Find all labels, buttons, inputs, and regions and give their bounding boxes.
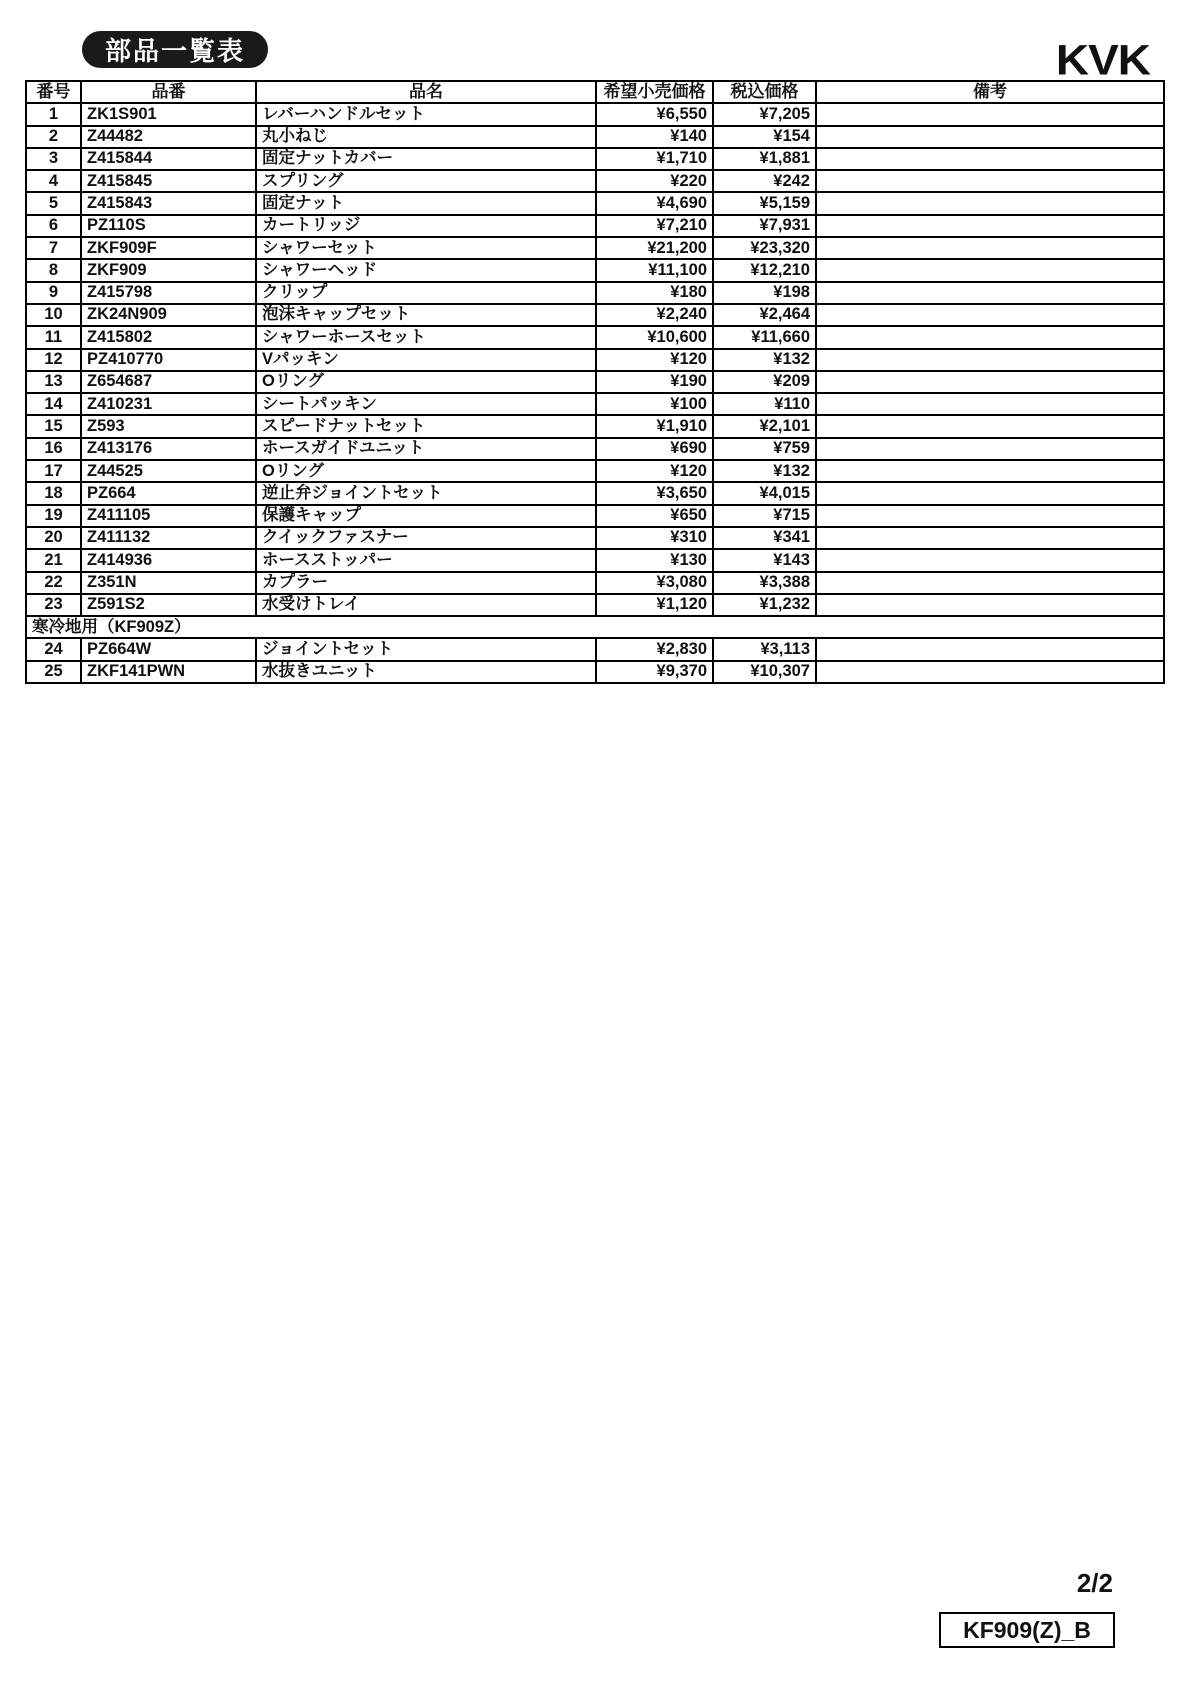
cell-part-name: 水抜きユニット [256,661,596,683]
column-header-number: 番号 [26,81,81,103]
cell-remarks [816,103,1164,125]
cell-tax-price: ¥143 [713,549,816,571]
cell-retail-price: ¥120 [596,460,713,482]
cell-remarks [816,349,1164,371]
cell-number: 4 [26,170,81,192]
cell-number: 12 [26,349,81,371]
cell-remarks [816,505,1164,527]
cell-part-name: レバーハンドルセット [256,103,596,125]
cell-part-name: ホースストッパー [256,549,596,571]
cell-number: 16 [26,438,81,460]
cell-retail-price: ¥7,210 [596,215,713,237]
table-row [26,282,1164,304]
cell-retail-price: ¥130 [596,549,713,571]
cell-part-name: Oリング [256,460,596,482]
kvk-logo: KVK [1055,36,1150,84]
cell-part-name: カプラー [256,572,596,594]
cell-tax-price: ¥198 [713,282,816,304]
cell-tax-price: ¥23,320 [713,237,816,259]
cell-number: 8 [26,259,81,281]
cell-retail-price: ¥9,370 [596,661,713,683]
cell-tax-price: ¥7,205 [713,103,816,125]
column-header-retail-price: 希望小売価格 [596,81,713,103]
table-row [26,304,1164,326]
cell-part-code: Z415845 [81,170,256,192]
cell-tax-price: ¥1,881 [713,148,816,170]
cell-tax-price: ¥154 [713,126,816,148]
cell-remarks [816,148,1164,170]
cell-tax-price: ¥759 [713,438,816,460]
cell-part-code: PZ664 [81,482,256,504]
cell-tax-price: ¥5,159 [713,192,816,214]
cell-remarks [816,326,1164,348]
cell-part-code: Z414936 [81,549,256,571]
cell-remarks [816,215,1164,237]
cell-number: 1 [26,103,81,125]
cell-part-code: Z410231 [81,393,256,415]
cell-retail-price: ¥11,100 [596,259,713,281]
cell-tax-price: ¥3,388 [713,572,816,594]
table-row [26,126,1164,148]
table-row [26,259,1164,281]
table-row [26,371,1164,393]
table-row [26,594,1164,616]
cell-tax-price: ¥3,113 [713,638,816,660]
cell-part-name: スプリング [256,170,596,192]
cell-part-code: PZ664W [81,638,256,660]
cell-part-code: ZK24N909 [81,304,256,326]
cell-number: 14 [26,393,81,415]
cell-part-name: クイックファスナー [256,527,596,549]
table-row [26,460,1164,482]
cell-part-name: ジョイントセット [256,638,596,660]
table-row [26,482,1164,504]
table-row [26,438,1164,460]
cell-number: 9 [26,282,81,304]
section-row-cold-region [26,616,1164,638]
cell-part-code: ZKF909F [81,237,256,259]
cell-tax-price: ¥4,015 [713,482,816,504]
table-row [26,192,1164,214]
cell-part-code: Z44482 [81,126,256,148]
cell-retail-price: ¥6,550 [596,103,713,125]
table-row [26,326,1164,348]
table-row [26,549,1164,571]
cell-part-code: Z411105 [81,505,256,527]
cell-remarks [816,661,1164,683]
parts-list-title: 部品一覧表 [105,36,246,66]
cell-remarks [816,549,1164,571]
cell-part-code: ZK1S901 [81,103,256,125]
cell-part-name: シャワーヘッド [256,259,596,281]
cell-part-code: Z415844 [81,148,256,170]
cell-part-name: 逆止弁ジョイントセット [256,482,596,504]
cell-part-name: 固定ナット [256,192,596,214]
cell-part-code: Z351N [81,572,256,594]
cell-tax-price: ¥2,464 [713,304,816,326]
cell-remarks [816,638,1164,660]
cell-retail-price: ¥3,080 [596,572,713,594]
cell-number: 2 [26,126,81,148]
cell-remarks [816,415,1164,437]
column-header-part-code: 品番 [81,81,256,103]
cell-part-code: Z593 [81,415,256,437]
cell-part-name: ホースガイドユニット [256,438,596,460]
table-row [26,661,1164,683]
table-row [26,527,1164,549]
cell-part-name: カートリッジ [256,215,596,237]
cell-remarks [816,192,1164,214]
cell-remarks [816,259,1164,281]
cell-number: 20 [26,527,81,549]
cell-tax-price: ¥209 [713,371,816,393]
cell-retail-price: ¥650 [596,505,713,527]
table-row [26,415,1164,437]
cell-part-code: Z411132 [81,527,256,549]
cell-number: 13 [26,371,81,393]
cell-remarks [816,527,1164,549]
cell-retail-price: ¥1,120 [596,594,713,616]
cell-part-code: Z415802 [81,326,256,348]
page-number: 2/2 [1076,1568,1113,1598]
cell-part-name: 保護キャップ [256,505,596,527]
cell-remarks [816,482,1164,504]
cell-tax-price: ¥242 [713,170,816,192]
cell-retail-price: ¥10,600 [596,326,713,348]
cell-number: 17 [26,460,81,482]
cell-tax-price: ¥10,307 [713,661,816,683]
cell-number: 19 [26,505,81,527]
cell-number: 11 [26,326,81,348]
cell-tax-price: ¥1,232 [713,594,816,616]
cell-part-code: Z591S2 [81,594,256,616]
cell-number: 25 [26,661,81,683]
cell-tax-price: ¥341 [713,527,816,549]
cell-part-code: Z654687 [81,371,256,393]
table-row [26,148,1164,170]
cell-part-name: シートパッキン [256,393,596,415]
cell-part-name: 泡沫キャップセット [256,304,596,326]
cell-number: 15 [26,415,81,437]
cell-number: 21 [26,549,81,571]
cell-retail-price: ¥100 [596,393,713,415]
cell-number: 18 [26,482,81,504]
cell-part-name: シャワーセット [256,237,596,259]
cell-remarks [816,126,1164,148]
table-header-row [26,81,1164,103]
cell-retail-price: ¥2,240 [596,304,713,326]
cell-part-name: 固定ナットカバー [256,148,596,170]
cell-part-name: 丸小ねじ [256,126,596,148]
cell-part-name: クリップ [256,282,596,304]
table-row [26,572,1164,594]
cell-number: 7 [26,237,81,259]
cell-remarks [816,304,1164,326]
parts-table [25,80,1165,684]
doc-code: KF909(Z)_B [963,1616,1091,1643]
cell-part-code: PZ410770 [81,349,256,371]
table-row [26,215,1164,237]
cell-number: 5 [26,192,81,214]
column-header-remarks: 備考 [816,81,1164,103]
cell-part-code: Z415843 [81,192,256,214]
section-label-cold-region: 寒冷地用（KF909Z） [26,616,1164,638]
column-header-part-name: 品名 [256,81,596,103]
cell-tax-price: ¥715 [713,505,816,527]
cell-retail-price: ¥140 [596,126,713,148]
cell-remarks [816,237,1164,259]
cell-remarks [816,282,1164,304]
cell-retail-price: ¥1,710 [596,148,713,170]
cell-part-name: スピードナットセット [256,415,596,437]
cell-number: 24 [26,638,81,660]
cell-tax-price: ¥132 [713,349,816,371]
cell-remarks [816,393,1164,415]
cell-tax-price: ¥12,210 [713,259,816,281]
table-row [26,393,1164,415]
cell-retail-price: ¥690 [596,438,713,460]
cell-tax-price: ¥2,101 [713,415,816,437]
cell-part-code: Z415798 [81,282,256,304]
table-row [26,103,1164,125]
cell-remarks [816,594,1164,616]
column-header-tax-price: 税込価格 [713,81,816,103]
cell-retail-price: ¥1,910 [596,415,713,437]
table-row [26,505,1164,527]
cell-remarks [816,170,1164,192]
cell-retail-price: ¥180 [596,282,713,304]
cell-retail-price: ¥120 [596,349,713,371]
cell-tax-price: ¥7,931 [713,215,816,237]
cell-part-name: Vパッキン [256,349,596,371]
cell-part-code: PZ110S [81,215,256,237]
cell-part-code: Z44525 [81,460,256,482]
table-row [26,349,1164,371]
cell-part-code: ZKF141PWN [81,661,256,683]
cell-retail-price: ¥21,200 [596,237,713,259]
cell-tax-price: ¥11,660 [713,326,816,348]
cell-retail-price: ¥2,830 [596,638,713,660]
table-row [26,638,1164,660]
cell-remarks [816,460,1164,482]
cell-number: 23 [26,594,81,616]
cell-part-name: シャワーホースセット [256,326,596,348]
cell-retail-price: ¥310 [596,527,713,549]
cell-retail-price: ¥190 [596,371,713,393]
cell-remarks [816,572,1164,594]
parts-list-title-badge [82,31,268,68]
cell-number: 6 [26,215,81,237]
doc-code-box [939,1612,1115,1648]
cell-tax-price: ¥132 [713,460,816,482]
table-row [26,237,1164,259]
cell-part-name: Oリング [256,371,596,393]
cell-number: 3 [26,148,81,170]
cell-retail-price: ¥3,650 [596,482,713,504]
cell-number: 10 [26,304,81,326]
table-row [26,170,1164,192]
cell-part-code: Z413176 [81,438,256,460]
cell-remarks [816,371,1164,393]
cell-number: 22 [26,572,81,594]
cell-retail-price: ¥4,690 [596,192,713,214]
cell-part-name: 水受けトレイ [256,594,596,616]
cell-part-code: ZKF909 [81,259,256,281]
cell-remarks [816,438,1164,460]
cell-tax-price: ¥110 [713,393,816,415]
cell-retail-price: ¥220 [596,170,713,192]
